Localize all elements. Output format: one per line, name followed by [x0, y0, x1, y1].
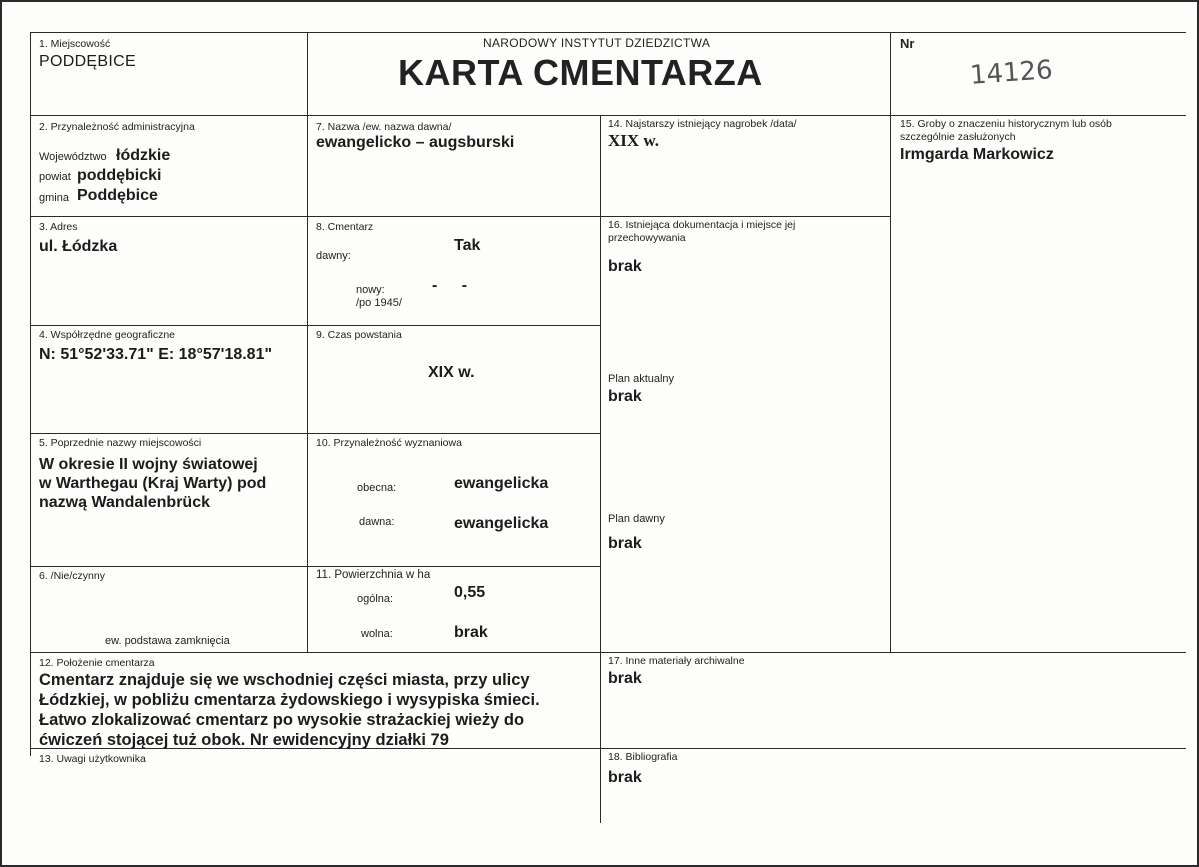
f8-nowy-value: - - [432, 277, 478, 294]
f9-value: XIX w. [428, 364, 475, 381]
f10-dawna-label: dawna: [359, 516, 395, 528]
rule-left [30, 32, 31, 756]
f2-pow-label: powiat [39, 171, 71, 183]
f15-value: Irmgarda Markowicz [900, 146, 1054, 163]
rule-row-6 [30, 652, 1186, 653]
f11-wolna-value: brak [454, 624, 488, 641]
f16-label-1: 16. Istniejąca dokumentacja i miejsce jej [608, 219, 796, 231]
f4-label: 4. Współrzędne geograficzne [39, 329, 175, 341]
f8-nowy-label: nowy: [356, 284, 385, 296]
institute-name: NARODOWY INSTYTUT DZIEDZICTWA [483, 36, 711, 50]
f16-plan-aktualny-value: brak [608, 388, 642, 405]
f9-label: 9. Czas powstania [316, 329, 402, 341]
f2-pow-value: poddębicki [77, 167, 162, 184]
f17-label: 17. Inne materiały archiwalne [608, 655, 745, 667]
f18-value: brak [608, 769, 642, 786]
f14-value: XIX w. [608, 131, 660, 150]
f4-value: N: 51°52'33.71" E: 18°57'18.81" [39, 346, 273, 363]
nr-value-handwritten: 14126 [969, 55, 1054, 91]
f2-woj-value: łódzkie [116, 147, 171, 164]
f2-label: 2. Przynależność administracyjna [39, 121, 195, 133]
f2-gmina-value: Poddębice [77, 187, 158, 204]
f12-line3: Łatwo zlokalizować cmentarz po wysokie strażackiej wieży do [39, 711, 525, 729]
f15-label-2: szczególnie zasłużonych [900, 131, 1016, 143]
f11-label: 11. Powierzchnia w ha [316, 569, 431, 581]
f6-label: 6. /Nie/czynny [39, 570, 105, 582]
f16-value: brak [608, 258, 642, 275]
rule-row-4 [30, 433, 601, 434]
f1-value: PODDĘBICE [39, 53, 136, 70]
rule-row-2 [30, 216, 891, 217]
f3-label: 3. Adres [39, 221, 78, 233]
f7-value: ewangelicko – augsburski [316, 134, 515, 151]
f10-obecna-label: obecna: [357, 482, 397, 494]
rule-row-3 [30, 325, 601, 326]
rule-top [30, 32, 1186, 33]
f11-ogolna-label: ogólna: [357, 593, 394, 605]
f16-plan-aktualny-label: Plan aktualny [608, 373, 675, 385]
rule-row-5 [30, 566, 601, 567]
f10-obecna-value: ewangelicka [454, 475, 549, 492]
f5-line1: W okresie II wojny światowej [39, 456, 258, 473]
f13-label: 13. Uwagi użytkownika [39, 753, 146, 765]
rule-col3 [890, 115, 891, 652]
f16-label-2: przechowywania [608, 232, 686, 244]
f2-woj-label: Województwo [39, 151, 107, 163]
f2-gmina-label: gmina [39, 192, 69, 204]
f17-value: brak [608, 670, 642, 687]
f15-label-1: 15. Groby o znaczeniu historycznym lub osób [900, 118, 1112, 130]
f12-line1: Cmentarz znajduje się we wschodniej części miasta, przy ulicy [39, 671, 530, 689]
rule-col2 [600, 115, 601, 823]
f10-label: 10. Przynależność wyznaniowa [316, 437, 462, 449]
rule-header-bottom [30, 115, 1186, 116]
card-title: KARTA CMENTARZA [398, 52, 763, 93]
f12-label: 12. Położenie cmentarza [39, 657, 155, 669]
f8-label: 8. Cmentarz [316, 221, 374, 233]
f1-label: 1. Miejscowość [39, 38, 111, 50]
f3-value: ul. Łódzka [39, 238, 118, 255]
f16-plan-dawny-label: Plan dawny [608, 513, 665, 525]
f7-label: 7. Nazwa /ew. nazwa dawna/ [316, 121, 452, 133]
rule-col-nr [890, 32, 891, 116]
f10-dawna-value: ewangelicka [454, 515, 549, 532]
f8-dawny-value: Tak [454, 237, 481, 254]
f14-label: 14. Najstarszy istniejący nagrobek /data/ [608, 118, 797, 130]
f5-label: 5. Poprzednie nazwy miejscowości [39, 437, 202, 449]
rule-col1 [307, 32, 308, 652]
f16-plan-dawny-value: brak [608, 535, 642, 552]
f5-line2: w Warthegau (Kraj Warty) pod [39, 475, 267, 492]
f11-ogolna-value: 0,55 [454, 584, 486, 601]
f5-line3: nazwą Wandalenbrück [39, 494, 210, 511]
f8-dawny-label: dawny: [316, 250, 351, 262]
f6-note: ew. podstawa zamknięcia [105, 635, 230, 647]
f12-line2: Łódzkiej, w pobliżu cmentarza żydowskiego i wysypiska śmieci. [39, 691, 540, 709]
f8-nowy-sub: /po 1945/ [356, 297, 402, 309]
f18-label: 18. Bibliografia [608, 751, 678, 763]
nr-label: Nr [900, 36, 915, 51]
f12-line4: ćwiczeń stojącej tuż obok. Nr ewidencyjny działki 79 [39, 731, 449, 749]
f11-wolna-label: wolna: [361, 628, 393, 640]
